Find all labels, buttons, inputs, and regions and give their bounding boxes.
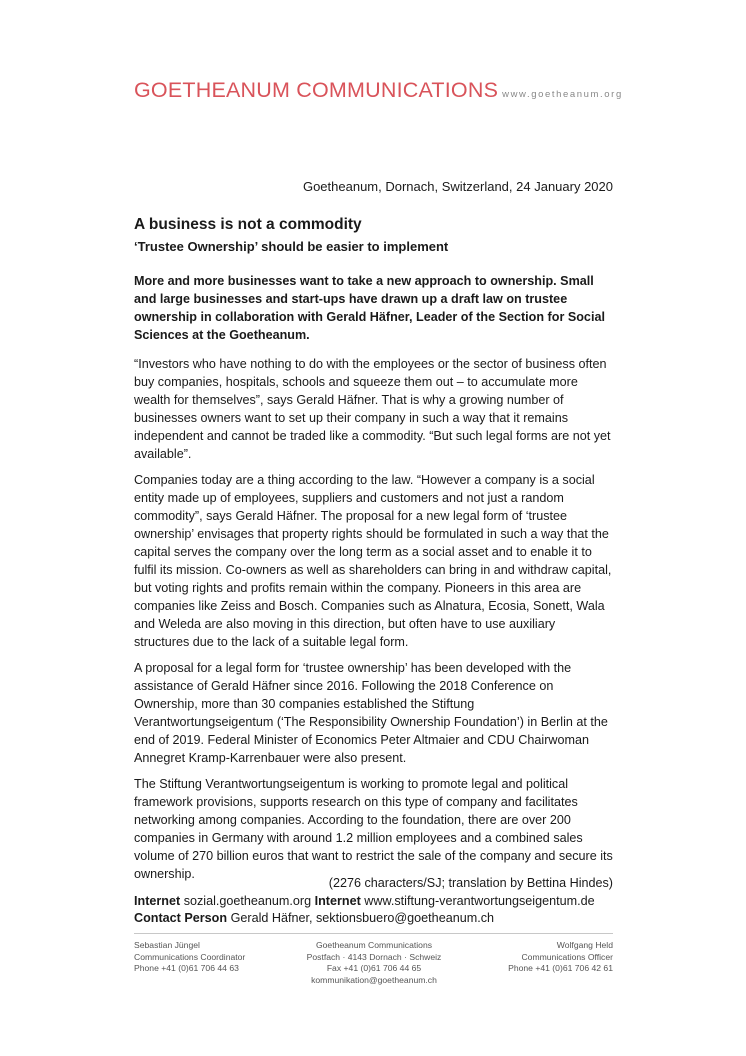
footer-address: Postfach · 4143 Dornach · Schweiz (306, 951, 442, 962)
body-text (134, 355, 613, 891)
press-title: A business is not a commodity (134, 216, 362, 233)
dateline: Goetheanum, Dornach, Switzerland, 24 January 2020 (302, 179, 613, 194)
body-paragraph: The Stiftung Verantwortungseigentum is working to promote legal and political framework provisions, supports research on this type of company and facilitates networking among companies. According to the foundation, there are over 200 companies in Germany with around 1.2 million employees and a combined sales volume of 270 billion euros that want to restrict the sale of the company and secure its ownership. (134, 777, 613, 881)
internet-line (134, 894, 613, 908)
footer-role: Communications Officer (521, 951, 613, 962)
press-subtitle: ‘Trustee Ownership’ should be easier to implement (134, 239, 449, 254)
contact-person-value[interactable]: Gerald Häfner, sektionsbuero@goetheanum.ch (230, 911, 494, 925)
footer-name: Sebastian Jüngel (134, 940, 200, 950)
internet-link-2[interactable]: www.stiftung-verantwortungseigentum.de (364, 894, 595, 908)
footer-org: Goetheanum Communications (315, 940, 433, 950)
internet-link-1[interactable]: sozial.goetheanum.org (183, 894, 312, 908)
body-paragraph: “Investors who have nothing to do with the employees or the sector of business often buy companies, hospitals, schools and squeeze them out – to accumulate more wealth for themselves”, says Gerald Häfner. That is why a growing number of businesses owners want to set up their company in such a way that it remains independent and cannot be traded like a commodity. “But such legal forms are not yet available”. (134, 357, 611, 461)
header-url[interactable]: www.goetheanum.org (502, 89, 623, 100)
footer-divider (134, 933, 613, 934)
masthead (134, 78, 623, 103)
contact-person-label: Contact Person (134, 911, 228, 925)
body-paragraph: Companies today are a thing according to the law. “However a company is a social entity made up of employees, suppliers and customers and not just a random commodity”, says Gerald Häfner. The proposal for a new legal form of ‘trustee ownership’ envisages that property rights should be formulated in such a way that the capital serves the company over the long term as a social asset and to enable it to fulfil its mission. Co-owners as well as shareholders can bring in and withdraw capital, but voting rights and profits remain within the company. Pioneers in this area are companies like Zeiss and Bosch. Companies such as Alnatura, Ecosia, Sonett, Wala and Weleda are also moving in this direction, but often have to use auxiliary structures due to the lack of a suitable legal form. (134, 473, 612, 649)
contact-person-line (134, 911, 613, 925)
brand-name: GOETHEANUM COMMUNICATIONS (134, 78, 499, 102)
footer-right (508, 940, 613, 975)
footer-phone: Phone +41 (0)61 706 42 61 (508, 963, 613, 974)
footer-email[interactable]: kommunikation@goetheanum.ch (311, 974, 437, 985)
body-paragraph: A proposal for a legal form for ‘trustee ownership’ has been developed with the assistance of Gerald Häfner since 2016. Following the 2018 Conference on Ownership, more than 30 companies established the Stiftung Verantwortungseigentum (‘The Responsibility Ownership Foundation’) in Berlin at the end of 2019. Federal Minister of Economics Peter Altmaier and CDU Chairwoman Annegret Kramp-Karrenbauer were also present. (134, 661, 608, 765)
footer-left (134, 940, 245, 975)
footer-role: Communications Coordinator (134, 951, 246, 962)
lead-paragraph: More and more businesses want to take a new approach to ownership. Small and large businesses and start-ups have drawn up a draft law on trustee ownership in collaboration with Gerald Häfner, Leader of the Section for Social Sciences at the Goetheanum. (134, 274, 605, 342)
footer-phone: Phone +41 (0)61 706 44 63 (134, 963, 239, 974)
internet-label: Internet (134, 894, 181, 908)
footer-center (254, 940, 494, 986)
internet-label-2: Internet (314, 894, 361, 908)
footer-fax: Fax +41 (0)61 706 44 65 (326, 963, 422, 974)
footer-name: Wolfgang Held (556, 940, 613, 950)
character-credit: (2276 characters/SJ; translation by Bettina Hindes) (328, 876, 613, 890)
